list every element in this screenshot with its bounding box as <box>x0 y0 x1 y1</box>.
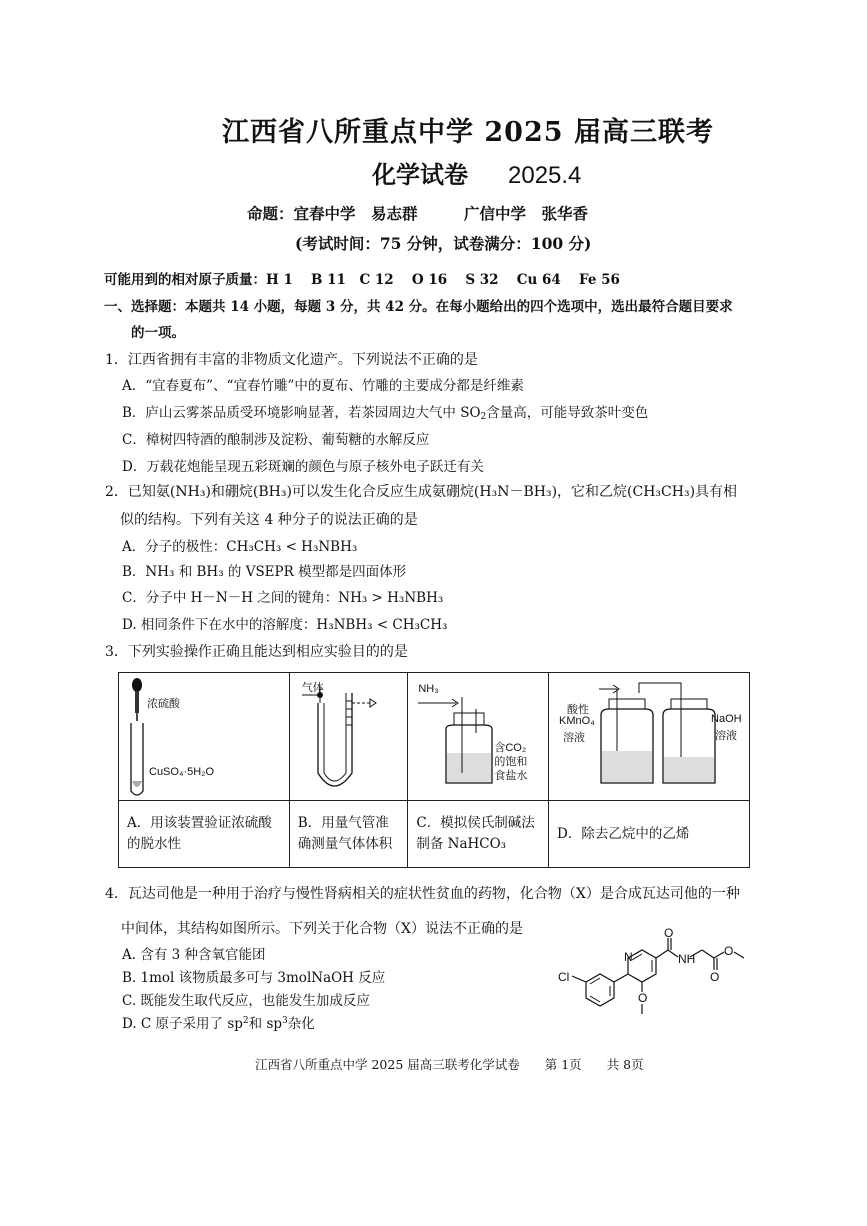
q2-option-a: A．分子的极性：CH₃CH₃ < H₃NBH₃ <box>122 539 358 555</box>
atom-o-ester: O <box>724 944 734 958</box>
atom-cl: Cl <box>558 970 570 984</box>
q3-caption-d: D．除去乙烷中的乙烯 <box>549 801 750 868</box>
q2-stem-cont: 似的结构。下列有关这 4 种分子的说法正确的是 <box>120 512 418 528</box>
q3-figure-c <box>408 673 549 801</box>
exam-date: 2025.4 <box>508 162 582 189</box>
q4-option-c: C. 既能发生取代反应，也能发生加成反应 <box>122 993 370 1009</box>
test-tube-drawing <box>119 673 289 799</box>
q3-caption-a: A．用该装置验证浓硫酸的脱水性 <box>119 801 290 868</box>
section-heading-cont: 的一项。 <box>131 325 185 341</box>
atom-o-carbonyl: O <box>710 970 720 984</box>
label-solution-right: 溶液 <box>715 730 738 742</box>
authors-line: 命题：宜春中学 易志群 广信中学 张华香 <box>247 204 589 223</box>
q1-option-c: C．樟树四特酒的酿制涉及淀粉、葡萄糖的水解反应 <box>122 432 430 448</box>
q2-option-b: B．NH₃ 和 BH₃ 的 VSEPR 模型都是四面体形 <box>122 564 407 580</box>
q3-stem: 3．下列实验操作正确且能达到相应实验目的的是 <box>105 644 408 660</box>
label-co2-line3: 食盐水 <box>494 770 528 782</box>
q4-stem: 4．瓦达司他是一种用于治疗与慢性肾病相关的症状性贫血的药物，化合物（X）是合成瓦达司他的一种 <box>105 886 740 902</box>
label-cuso4: CuSO₄·5H₂O <box>149 766 214 778</box>
q3-apparatus-table <box>118 672 750 868</box>
q4-option-d: D. C 原子采用了 $sp^2$和 $sp^3$杂化 <box>122 1016 315 1032</box>
q4-option-b: B. 1mol 该物质最多可与 3molNaOH 反应 <box>122 970 386 986</box>
label-conc-sulfuric-acid: 浓硫酸 <box>147 698 180 710</box>
exam-subtitle <box>372 155 581 190</box>
q1-option-d: D．万载花炮能呈现五彩斑斓的颜色与原子核外电子跃迁有关 <box>122 459 484 475</box>
q3-figure-b <box>289 673 408 801</box>
label-kmno4: KMnO₄ <box>559 715 595 727</box>
page-footer: 江西省八所重点中学 2025 届高三联考化学试卷 第 1页 共 8页 <box>255 1057 644 1072</box>
label-gas: 气体 <box>301 682 324 694</box>
exam-title: 江西省八所重点中学 2025 届高三联考 <box>222 117 714 148</box>
q2-stem: 2．已知氨(NH₃)和硼烷(BH₃)可以发生化合反应生成氨硼烷(H₃N－BH₃)，它和乙烷(CH₃CH₃)具有相 <box>105 484 738 500</box>
subject-label: 化学试卷 <box>372 160 468 189</box>
label-solution-left: 溶液 <box>563 732 586 744</box>
label-nh3: NH₃ <box>418 683 439 695</box>
label-co2-line2: 的饱和 <box>494 756 528 768</box>
compound-x-structure <box>548 926 748 1020</box>
q3-caption-b: B．用量气管准确测量气体体积 <box>289 801 408 868</box>
q3-caption-c: C．模拟侯氏制碱法制备 NaHCO₃ <box>408 801 549 868</box>
q1-option-b: B．庐山云雾茶品质受环境影响显著，若茶园周边大气中 $SO_2$含量高，可能导致茶叶变色 <box>122 405 649 422</box>
q4-option-a: A. 含有 3 种含氧官能团 <box>122 947 266 963</box>
label-co2-line1: 含CO₂ <box>494 742 527 754</box>
exam-info: (考试时间：75 分钟，试卷满分：100 分) <box>295 234 592 253</box>
q2-option-d: D. 相同条件下在水中的溶解度：H₃NBH₃ < CH₃CH₃ <box>122 617 448 633</box>
q1-stem: 1．江西省拥有丰富的非物质文化遗产。下列说法不正确的是 <box>105 352 478 368</box>
atom-o-methoxy: O <box>638 991 648 1005</box>
section-heading: 一、选择题：本题共 14 小题，每题 3 分，共 42 分。在每小题给出的四个选项中，选出最符合题目要求 <box>104 299 733 315</box>
atomic-masses: 可能用到的相对原子质量：H 1 B 11 C 12 O 16 S 32 Cu 64 Fe 56 <box>104 272 620 288</box>
label-naoh: NaOH <box>711 713 742 725</box>
q2-option-c: C．分子中 H－N－H 之间的键角：NH₃ > H₃NBH₃ <box>122 590 444 606</box>
label-acidic: 酸性 <box>567 704 590 716</box>
q1-option-a: A．“宜春夏布”、“宜春竹雕”中的夏布、竹雕的主要成分都是纤维素 <box>122 378 524 394</box>
q4-stem-cont: 中间体，其结构如图所示。下列关于化合物（X）说法不正确的是 <box>121 921 523 937</box>
atom-n-pyridine: N <box>624 950 633 964</box>
atom-n-amide: NH <box>678 952 696 966</box>
q3-figure-a <box>119 673 290 801</box>
atom-o-amide: O <box>664 926 674 940</box>
q3-figure-d <box>549 673 750 801</box>
